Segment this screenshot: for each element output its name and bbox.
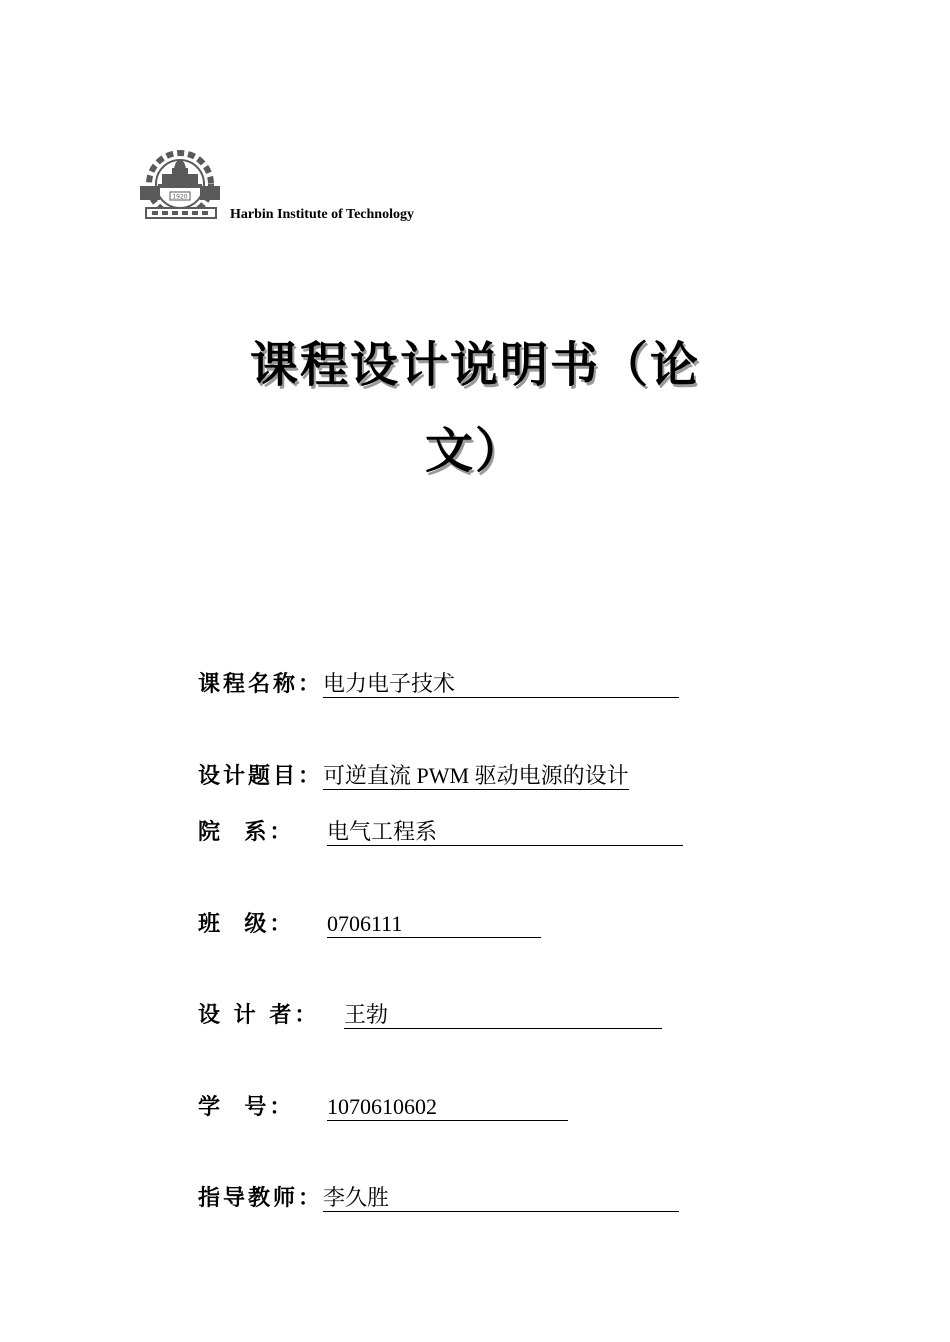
field-course-name bbox=[198, 670, 679, 700]
field-label: 院 系： bbox=[198, 820, 295, 845]
field-value: 0706111 bbox=[327, 910, 541, 938]
field-student-id bbox=[198, 1093, 568, 1123]
field-value: 电气工程系 bbox=[327, 818, 683, 846]
field-value: 1070610602 bbox=[327, 1093, 568, 1121]
institute-name: Harbin Institute of Technology bbox=[230, 207, 414, 222]
field-class bbox=[198, 910, 541, 940]
field-value: 可逆直流 PWM 驱动电源的设计 bbox=[323, 763, 629, 788]
field-label: 设计题目： bbox=[198, 764, 324, 789]
field-designer bbox=[198, 1001, 662, 1031]
field-label: 课程名称： bbox=[198, 672, 324, 697]
field-department bbox=[198, 818, 683, 848]
field-value: 李久胜 bbox=[323, 1184, 679, 1212]
field-advisor bbox=[198, 1184, 679, 1214]
field-label: 设 计 者： bbox=[198, 1003, 320, 1028]
title-line-2: 文） bbox=[424, 423, 525, 479]
hit-emblem-icon bbox=[136, 148, 226, 228]
title-line-1: 课程设计说明书（论 bbox=[249, 337, 700, 393]
logo-year: 1920 bbox=[172, 193, 188, 201]
field-design-topic bbox=[198, 762, 629, 792]
document-title bbox=[150, 322, 800, 494]
field-label: 指导教师： bbox=[198, 1186, 324, 1211]
field-label: 班 级： bbox=[198, 912, 295, 937]
field-label: 学 号： bbox=[198, 1095, 295, 1120]
field-value: 电力电子技术 bbox=[323, 670, 679, 698]
field-value: 王勃 bbox=[344, 1001, 662, 1029]
